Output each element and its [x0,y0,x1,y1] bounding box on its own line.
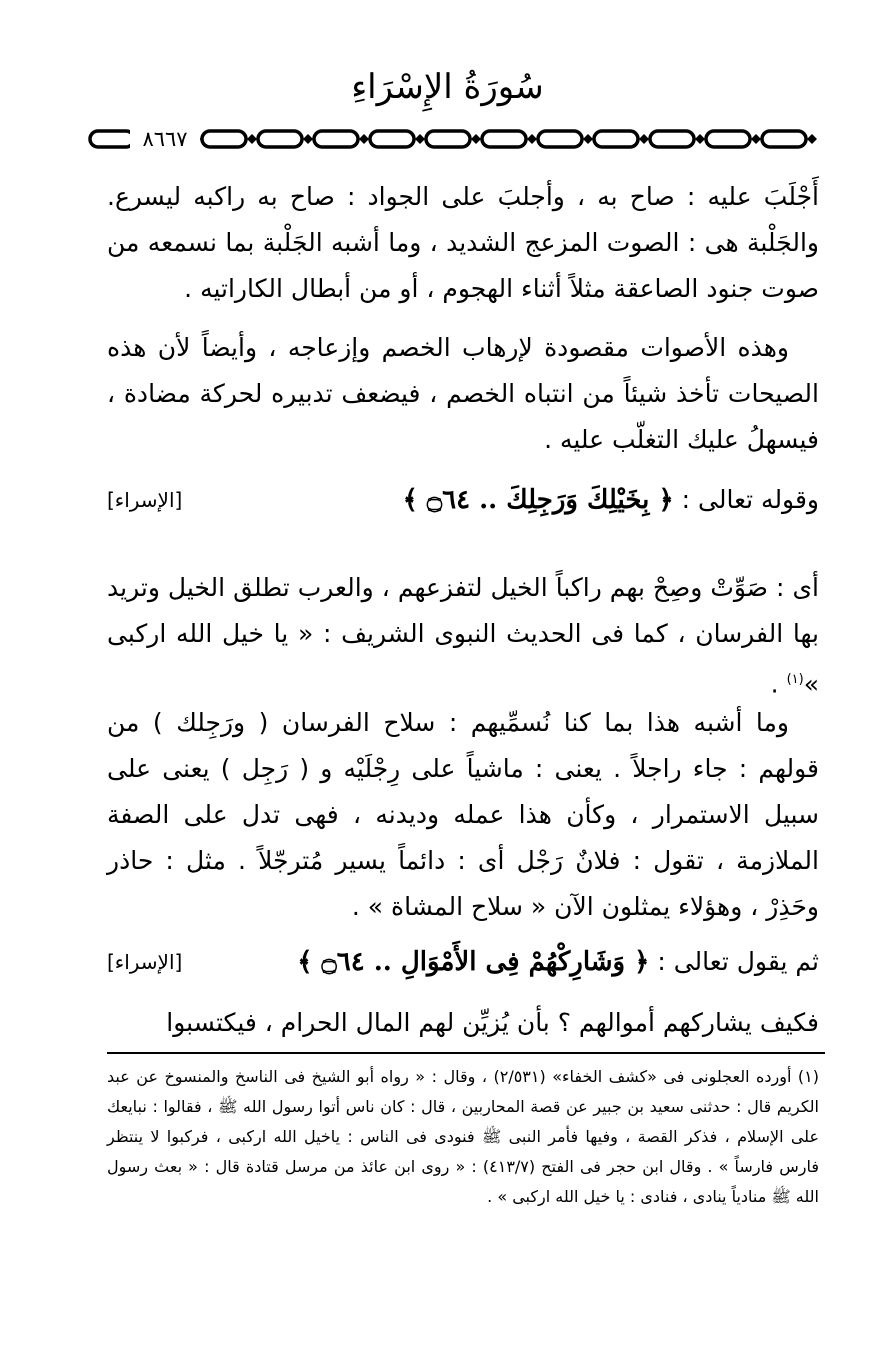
ornament-diamond-7 [527,134,537,144]
ornament-oval-12 [762,131,806,147]
ornament-diamond-11 [751,134,761,144]
ornament-oval-5 [370,131,414,147]
verse-1-quran: ﴿ بِخَيْلِكَ وَرَجِلِكَ .. ۝٦٤ ﴾ [402,485,674,515]
ornament-oval-3 [258,131,302,147]
paragraph-3 [107,565,819,707]
ornament-oval-2 [202,131,246,147]
paragraph-3-text: أى : صَوِّتْ وصِحْ بهم راكباً الخيل لتفزعهم ، والعرب تطلق الخيل وتريد بها الفرسان ، كما فى الحديث النبوى الشريف : « يا خيل الله اركبى » [107,573,819,699]
verse-line-1 [107,477,819,523]
verse-2-intro: ثم يقول تعالى : [649,947,819,976]
ornament-diamond-9 [639,134,649,144]
ornament-diamond-8 [583,134,593,144]
ornament-diamond-10 [695,134,705,144]
verse-2 [297,939,819,985]
ornament-oval-8 [538,131,582,147]
verse-1 [403,477,819,523]
surah-title: سُورَةُ الإِسْرَاءِ [351,67,544,107]
verse-2-reference: [الإسراء] [107,950,183,974]
ornament-oval-7 [482,131,526,147]
verse-1-intro: وقوله تعالى : [673,485,819,514]
paragraph-2: وهذه الأصوات مقصودة لإرهاب الخصم وإزعاجه ، وأيضاً لأن هذه الصيحات تأخذ شيئاً من انتباه الخصم ، فيضعف تدبيره لحركة مضادة ، فيسهلُ عليك التغلّب عليه . [107,333,819,454]
paragraph-3-end: . [770,669,787,699]
ornament-diamond-6 [471,134,481,144]
ornament-diamond-12 [807,134,817,144]
ornament-chain [88,122,848,156]
verse-2-quran: ﴿ وَشَارِكْهُمْ فِى الأَمْوَالِ .. ۝٦٤ ﴾ [297,947,650,977]
ornament-oval-0 [90,131,134,147]
ornament-oval-6 [426,131,470,147]
verse-1-reference: [الإسراء] [107,488,183,512]
paragraph-4: وما أشبه هذا بما كنا نُسمِّيهم : سلاح الفرسان ( ورَجِلك ) من قولهم : جاء راجلاً . يعنى : ماشياً على رِجْلَيْه و ( رَجِل ) يعنى على سبيل الاستمرار ، وكأن هذا عمله وديدنه ، فهى تدل على الصفة الملازمة ، تقول : فلانٌ رَجْل أى : دائماً يسير مُترجّلاً . مثل : حاذر وحَذِرْ ، وهؤلاء يمثلون الآن « سلاح المشاة » . [107,708,819,921]
decorative-header-band [88,122,848,156]
footnote-marker[interactable]: (١) [786,672,804,687]
footnote-divider [107,1052,825,1054]
ornament-diamond-3 [303,134,313,144]
ornament-oval-10 [650,131,694,147]
ornament-oval-11 [706,131,750,147]
ornament-oval-9 [594,131,638,147]
ornament-diamond-2 [247,134,257,144]
ornament-diamond-5 [415,134,425,144]
footnote-1: (١) أورده العجلونى فى «كشف الخفاء» (٢/٥٣١) ، وقال : « رواه أبو الشيخ فى الناسخ والمنسوخ عن عبد الكريم قال : حدثنى سعيد بن جبير عن قصة المحاربين ، قال : كان ناس أتوا رسول الله ﷺ ، فقالوا : نبايعك على الإسلام ، فذكر القصة ، وفيها فأمر النبى ﷺ فنودى فى الناس : ياخيل الله اركبى ، فركبوا لا ينتظر فارس فارساً » . وقال ابن حجر فى الفتح (٤١٣/٧) : « روى ابن عائذ من مرسل قتادة قال : « بعث رسول الله ﷺ منادياً ينادى ، فنادى : يا خيل الله اركبى » . [107,1067,820,1206]
paragraph-5: فكيف يشاركهم أموالهم ؟ بأن يُزيِّن لهم المال الحرام ، فيكتسبوا [166,1008,819,1037]
verse-line-2 [107,939,819,985]
page-number: ٨٦٦٧ [130,121,200,157]
ornament-diamond-4 [359,134,369,144]
paragraph-1: أَجْلَبَ عليه : صاح به ، وأجلبَ على الجواد : صاح به راكبه ليسرع. والجَلْبة هى : الصوت المزعج الشديد ، وما أشبه الجَلْبة بما نسمعه من صوت جنود الصاعقة مثلاً أثناء الهجوم ، أو من أبطال الكاراتيه . [107,182,819,303]
ornament-oval-4 [314,131,358,147]
